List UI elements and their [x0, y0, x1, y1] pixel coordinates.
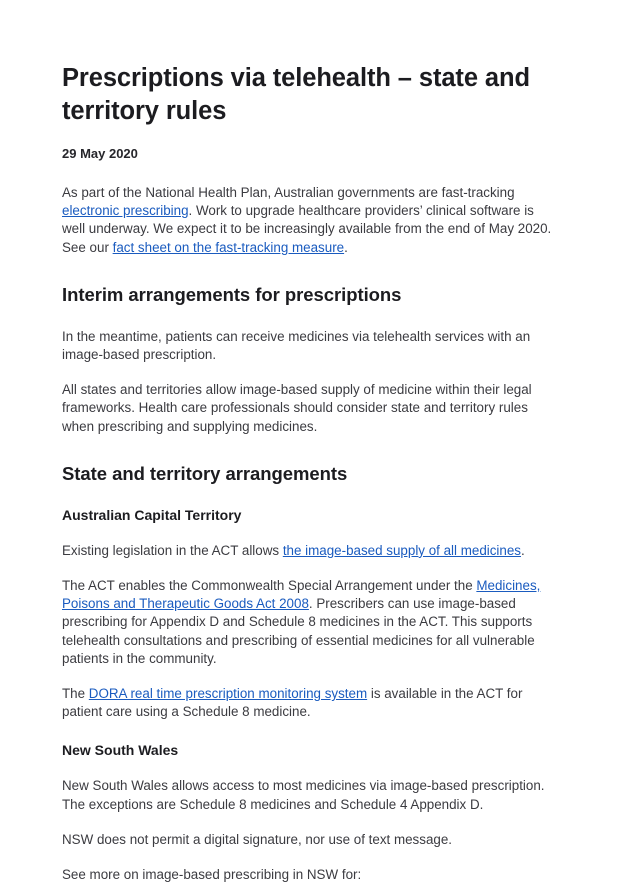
act-paragraph-2: [62, 577, 558, 668]
interim-paragraph-1: In the meantime, patients can receive medicines via telehealth services with an image-based prescription.: [62, 328, 531, 363]
link-medicines-poisons-therapeutic-goods-act[interactable]: Medicines, Poisons and Therapeutic Goods Act 2008: [62, 578, 541, 612]
section-heading-interim-arrangements: Interim arrangements for prescriptions: [62, 283, 402, 305]
document-content: [62, 62, 558, 884]
act-p3-text-part-2: is available in the ACT for patient care using a Schedule 8 medicine.: [62, 686, 523, 720]
intro-paragraph: [62, 184, 558, 257]
act-p2-text-part-1: The ACT enables the Commonwealth Special Arrangement under the: [62, 578, 477, 594]
nsw-paragraph-1: New South Wales allows access to most medicines via image-based prescription. The exceptions are Schedule 8 medicines and Schedule 4 Appendix D.: [62, 778, 545, 812]
subheading-new-south-wales: New South Wales: [62, 742, 179, 759]
act-paragraph-1: [62, 542, 558, 560]
section-heading-state-territory-arrangements: State and territory arrangements: [62, 462, 348, 484]
act-paragraph-3: [62, 685, 558, 721]
link-dora-monitoring-system[interactable]: DORA real time prescription monitoring system: [88, 686, 368, 702]
intro-text-part-3: .: [344, 239, 348, 255]
act-p1-text-part-2: .: [521, 542, 525, 558]
publish-date: 29 May 2020: [62, 146, 138, 161]
act-p1-text-part-1: Existing legislation in the ACT allows: [62, 542, 283, 558]
intro-text-part-1: As part of the National Health Plan, Australian governments are fast-tracking: [62, 185, 515, 200]
nsw-paragraph-3: See more on image-based prescribing in NSW for:: [62, 867, 362, 883]
page-title: Prescriptions via telehealth – state and territory rules: [62, 64, 530, 125]
act-p2-text-part-2: . Prescribers can use image-based prescribing for Appendix D and Schedule 8 medicines in the ACT. This supports telehealth consultations and prescribing of essential medicines for all vulnerable patients in the community.: [62, 596, 535, 666]
act-p3-text-part-1: The: [62, 686, 89, 702]
link-fact-sheet[interactable]: fact sheet on the fast-tracking measure: [112, 239, 345, 255]
subheading-australian-capital-territory: Australian Capital Territory: [62, 506, 242, 523]
nsw-paragraph-2: NSW does not permit a digital signature, nor use of text message.: [62, 831, 453, 847]
interim-paragraph-2: All states and territories allow image-based supply of medicine within their legal frameworks. Health care professionals should consider state and territory rules when prescribing and supplying medicines.: [62, 382, 532, 434]
intro-text-part-2: . Work to upgrade healthcare providers’ clinical software is well underway. We expect it to be increasingly available from the end of May 2020. See our: [62, 203, 552, 255]
link-electronic-prescribing[interactable]: electronic prescribing: [62, 203, 189, 219]
link-image-based-supply-all-medicines[interactable]: the image-based supply of all medicines: [282, 542, 521, 558]
